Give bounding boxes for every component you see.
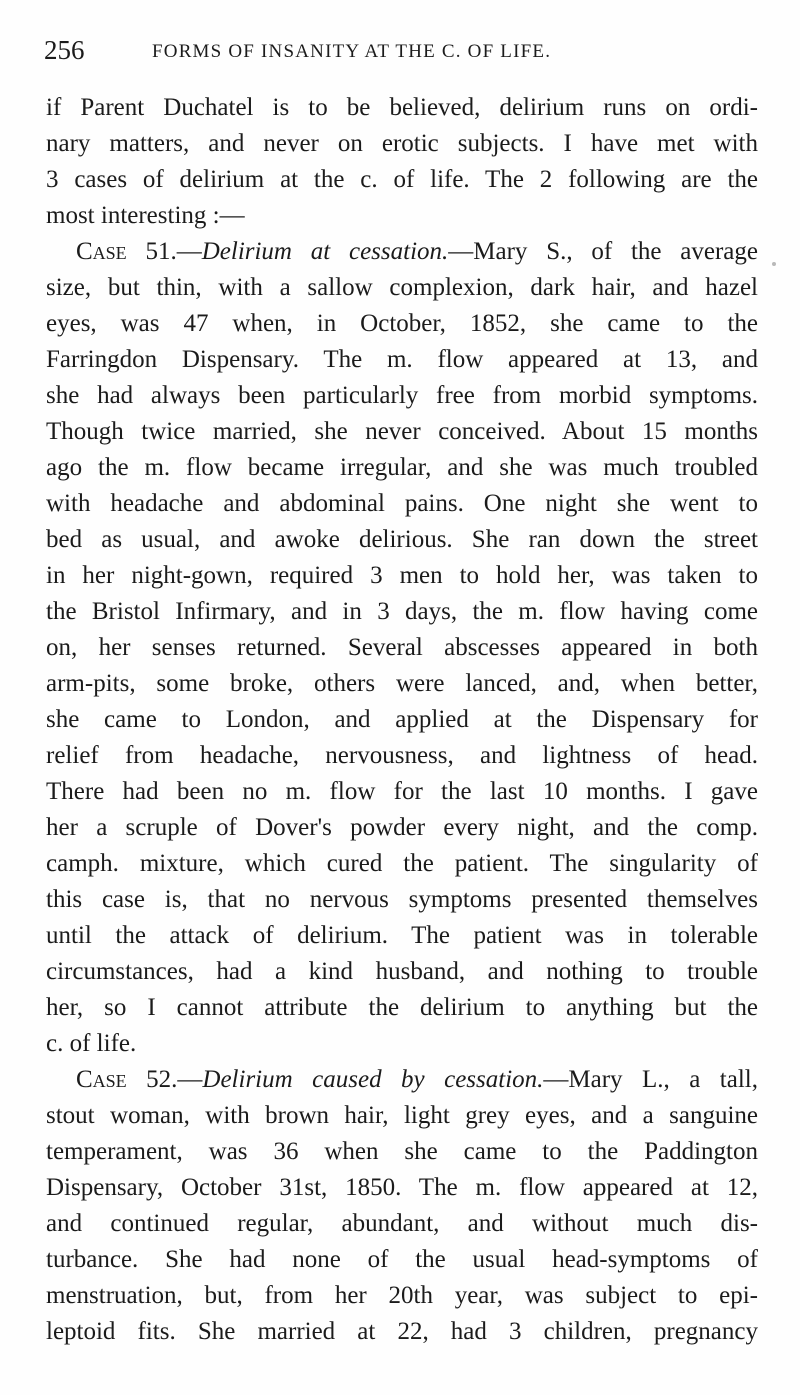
case-51-title: Delirium at cessation. [201, 238, 449, 265]
text-line: with headache and abdominal pains. One night she went to [46, 490, 758, 517]
text-line: stout woman, with brown hair, light grey eyes, and a sanguine [46, 1102, 758, 1129]
text-line: in her night-gown, required 3 men to hold her, was taken to [46, 562, 758, 589]
text-line: if Parent Duchatel is to be believed, delirium runs on ordi- [46, 94, 758, 121]
text-line: and continued regular, abundant, and without much dis- [46, 1210, 758, 1237]
text-line: ago the m. flow became irregular, and she was much troubled [46, 454, 758, 481]
case-51-heading [76, 237, 758, 267]
text-line: eyes, was 47 when, in October, 1852, she came to the [46, 310, 758, 337]
text-line: relief from headache, nervousness, and lightness of head. [46, 742, 758, 769]
case-51-first-line: —Mary S., of the average [448, 238, 759, 265]
text-line: nary matters, and never on erotic subjects. I have met with [46, 130, 758, 157]
text-line: camph. mixture, which cured the patient. The singularity of [46, 850, 758, 877]
text-line: Though twice married, she never conceived. About 15 months [46, 418, 758, 445]
page-number: 256 [44, 35, 85, 65]
case-52-title: Delirium caused by cessation. [202, 1066, 544, 1093]
text-line: size, but thin, with a sallow complexion, dark hair, and hazel [46, 274, 758, 301]
text-line: turbance. She had none of the usual head-symptoms of [46, 1246, 758, 1273]
case-51-number: 51.— [126, 238, 202, 265]
case-52-label: Case [76, 1066, 127, 1093]
running-title: FORMS OF INSANITY AT THE C. OF LIFE. [152, 41, 552, 62]
case-52-number: 52.— [126, 1066, 203, 1093]
text-line: circumstances, had a kind husband, and nothing to trouble [46, 958, 758, 985]
text-line: until the attack of delirium. The patient was in tolerable [46, 922, 758, 949]
text-line: she came to London, and applied at the Dispensary for [46, 706, 758, 733]
text-line: Dispensary, October 31st, 1850. The m. flow appeared at 12, [46, 1174, 758, 1201]
text-line: her a scruple of Dover's powder every night, and the comp. [46, 814, 758, 841]
text-line: leptoid fits. She married at 22, had 3 children, pregnancy [46, 1318, 758, 1345]
case-52-first-line: —Mary L., a tall, [543, 1066, 758, 1093]
text-line: she had always been particularly free from morbid symptoms. [46, 382, 758, 409]
text-line: c. of life. [46, 1030, 137, 1057]
text-line: her, so I cannot attribute the delirium to anything but the [46, 994, 758, 1021]
text-line: most interesting :— [46, 202, 245, 229]
text-line: this case is, that no nervous symptoms presented themselves [46, 886, 758, 913]
paper-speck [772, 262, 776, 266]
text-line: 3 cases of delirium at the c. of life. The 2 following are the [46, 166, 758, 193]
text-line: the Bristol Infirmary, and in 3 days, the m. flow having come [46, 598, 758, 625]
text-line: There had been no m. flow for the last 10 months. I gave [46, 778, 758, 805]
text-line: arm-pits, some broke, others were lanced, and, when better, [46, 670, 758, 697]
text-line: menstruation, but, from her 20th year, was subject to epi- [46, 1282, 758, 1309]
text-line: bed as usual, and awoke delirious. She ran down the street [46, 526, 758, 553]
case-51-label: Case [76, 238, 127, 265]
text-line: Farringdon Dispensary. The m. flow appeared at 13, and [46, 346, 758, 373]
text-line: temperament, was 36 when she came to the Paddington [46, 1138, 758, 1165]
case-52-heading [76, 1065, 758, 1095]
text-line: on, her senses returned. Several abscesses appeared in both [46, 634, 758, 661]
